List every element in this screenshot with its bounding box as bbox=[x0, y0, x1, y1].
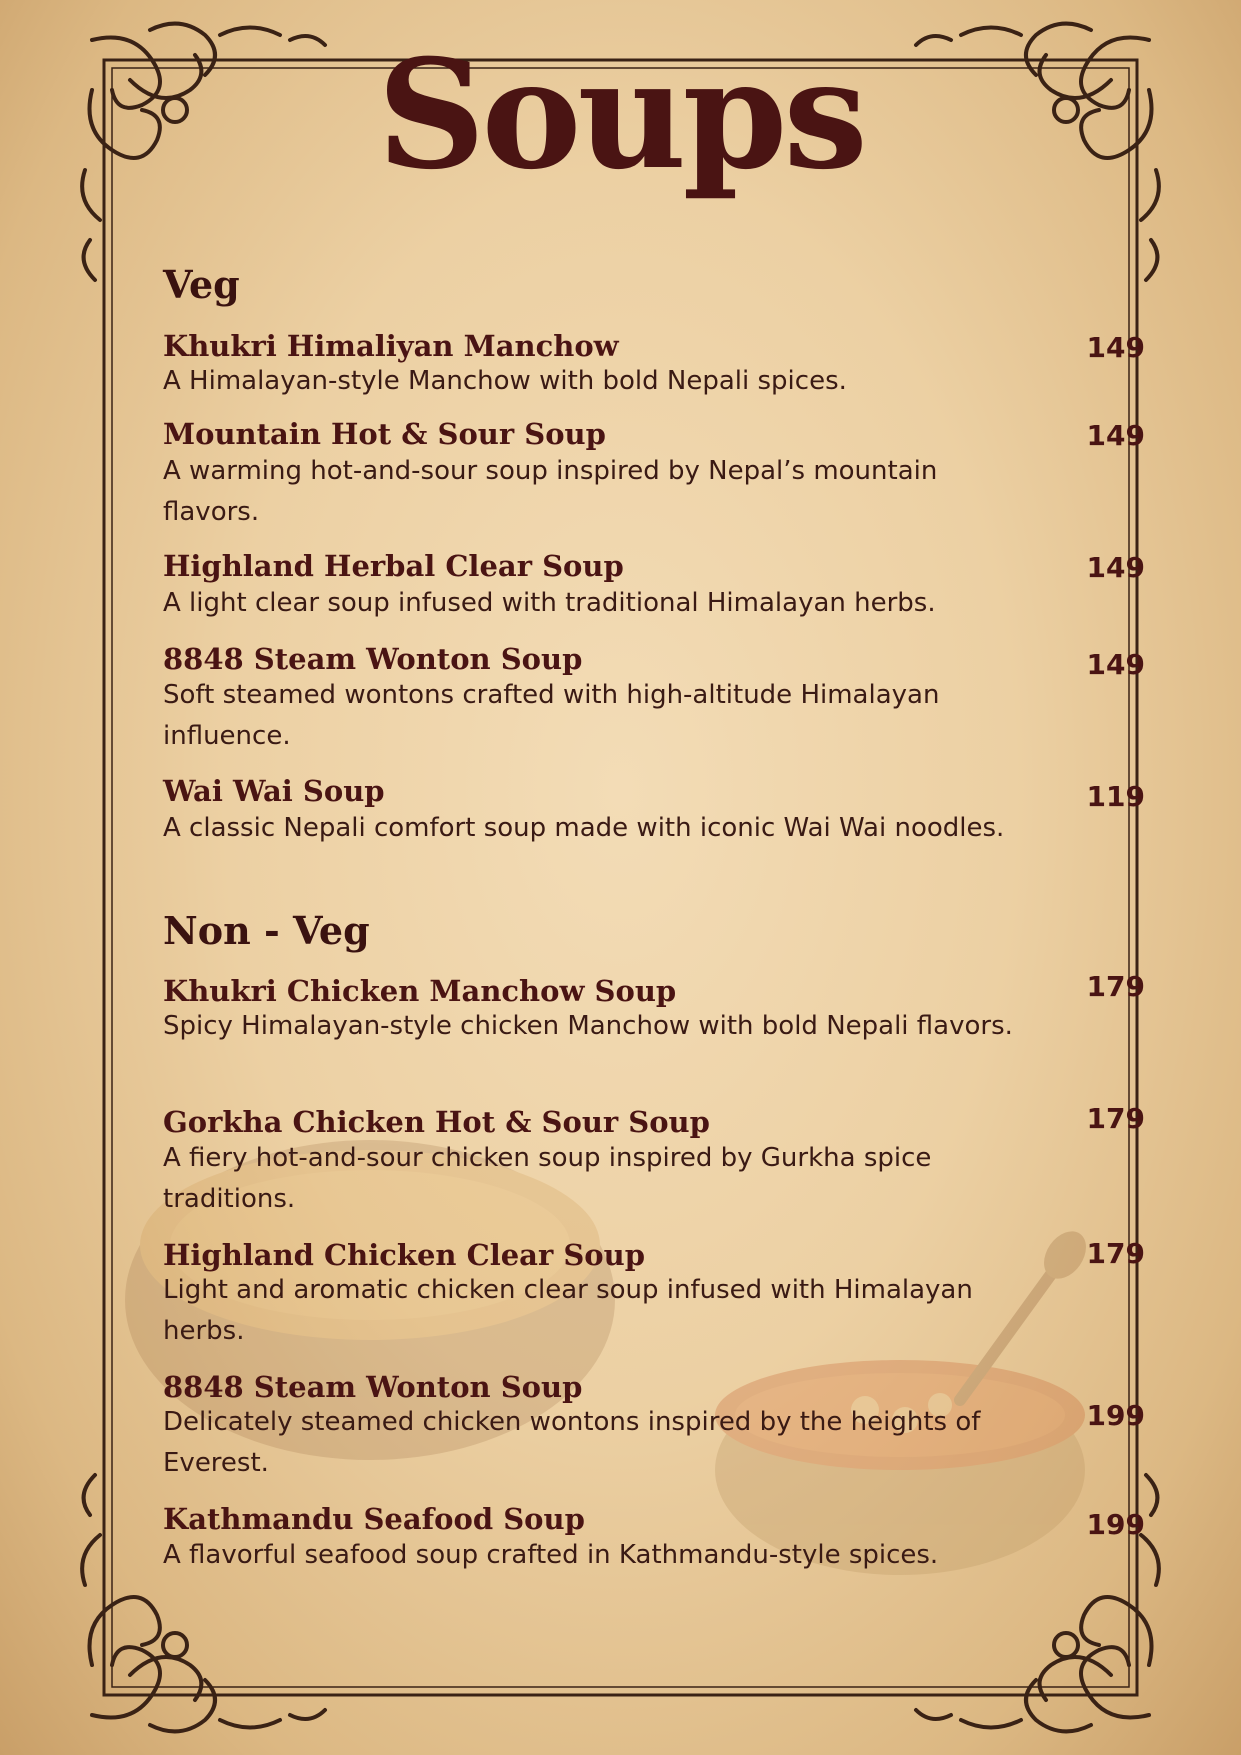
menu-item-name: Highland Chicken Clear Soup bbox=[163, 1238, 645, 1272]
menu-item-price: 179 bbox=[1086, 1102, 1145, 1135]
menu-item-description: Delicately steamed chicken wontons inspired by the heights of Everest. bbox=[163, 1407, 981, 1478]
menu-item-name: 8848 Steam Wonton Soup bbox=[163, 1370, 583, 1404]
menu-item-description: A flavorful seafood soup crafted in Kathmandu-style spices. bbox=[163, 1540, 939, 1570]
menu-item-price: 149 bbox=[1086, 648, 1145, 681]
section-title-veg: Veg bbox=[163, 262, 240, 307]
menu-item-price: 149 bbox=[1086, 551, 1145, 584]
menu-item-price: 179 bbox=[1086, 970, 1145, 1003]
menu-item-name: Mountain Hot & Sour Soup bbox=[163, 417, 606, 451]
menu-item-description: Soft steamed wontons crafted with high-altitude Himalayan influence. bbox=[163, 680, 940, 751]
menu-item-name: Gorkha Chicken Hot & Sour Soup bbox=[163, 1105, 710, 1139]
menu-item-description: A warming hot-and-sour soup inspired by Nepal’s mountain flavors. bbox=[163, 456, 938, 527]
section-title-non-veg: Non - Veg bbox=[163, 908, 370, 953]
menu-item-name: Kathmandu Seafood Soup bbox=[163, 1502, 585, 1536]
menu-item-name: Highland Herbal Clear Soup bbox=[163, 549, 624, 583]
menu-item-price: 179 bbox=[1086, 1237, 1145, 1270]
menu-item-description: Spicy Himalayan-style chicken Manchow with bold Nepali flavors. bbox=[163, 1011, 1013, 1041]
menu-item-name: 8848 Steam Wonton Soup bbox=[163, 642, 583, 676]
menu-item-description: A Himalayan-style Manchow with bold Nepali spices. bbox=[163, 366, 847, 396]
menu-item-description: Light and aromatic chicken clear soup infused with Himalayan herbs. bbox=[163, 1275, 973, 1346]
menu-item-price: 199 bbox=[1086, 1508, 1145, 1541]
menu-item-description: A fiery hot-and-sour chicken soup inspired by Gurkha spice traditions. bbox=[163, 1143, 932, 1214]
menu-item-description: A light clear soup infused with traditional Himalayan herbs. bbox=[163, 588, 936, 618]
menu-item-price: 119 bbox=[1086, 780, 1145, 813]
menu-item-price: 149 bbox=[1086, 331, 1145, 364]
menu-item-description: A classic Nepali comfort soup made with iconic Wai Wai noodles. bbox=[163, 813, 1005, 843]
menu-item-name: Khukri Himaliyan Manchow bbox=[163, 329, 619, 363]
menu-item-name: Khukri Chicken Manchow Soup bbox=[163, 974, 677, 1008]
menu-item-price: 149 bbox=[1086, 419, 1145, 452]
menu-item-name: Wai Wai Soup bbox=[163, 774, 385, 808]
page-title: Soups bbox=[377, 27, 864, 203]
menu-item-price: 199 bbox=[1086, 1399, 1145, 1432]
